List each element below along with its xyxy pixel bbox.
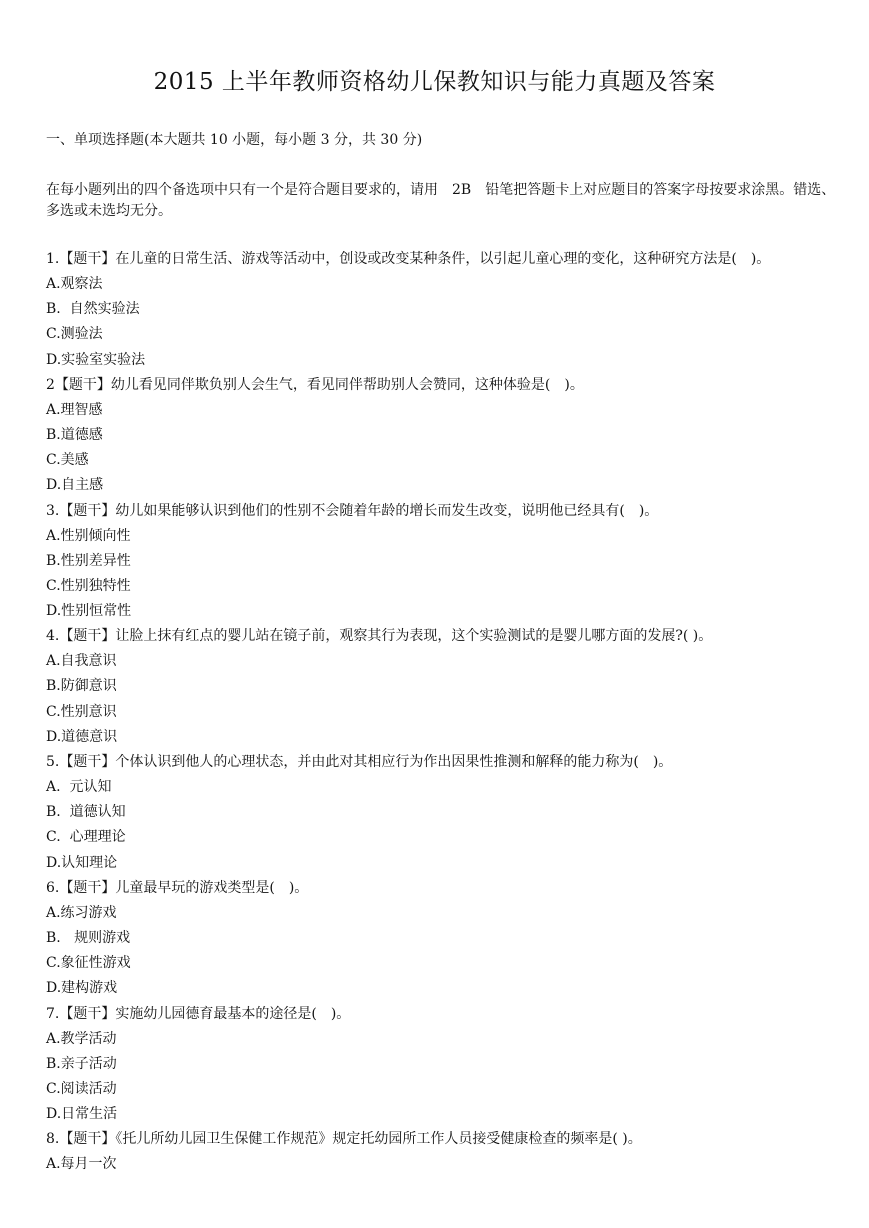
- option-b: B.亲子活动: [46, 1055, 117, 1072]
- question-4: [46, 626, 826, 747]
- option-b: B.道德感: [46, 426, 103, 443]
- option-b: B.防御意识: [46, 678, 117, 695]
- option-d: D.道德意识: [46, 728, 118, 745]
- question-stem: 6.【题干】儿童最早玩的游戏类型是( )。: [46, 879, 309, 896]
- question-stem: 3.【题干】幼儿如果能够认识到他们的性别不会随着年龄的增长而发生改变，说明他已经具有( )。: [46, 502, 659, 519]
- option-c: C. 心理理论: [46, 829, 126, 846]
- instructions-paragraph: 在每小题列出的四个备选项中只有一个是符合题目要求的，请用 2B 铅笔把答题卡上对应题目的答案字母按要求涂黑。错选、多选或未选均无分。: [46, 182, 836, 219]
- question-6: [46, 878, 826, 999]
- option-d: D.性别恒常性: [46, 603, 132, 620]
- option-c: C.测验法: [46, 326, 103, 343]
- question-stem: 8.【题干】《托儿所幼儿园卫生保健工作规范》规定托幼园所工作人员接受健康检查的频率是( )。: [46, 1131, 642, 1148]
- option-c: C.性别意识: [46, 703, 117, 720]
- option-d: D.日常生活: [46, 1106, 118, 1123]
- section-heading: 一、单项选择题(本大题共 10 小题，每小题 3 分，共 30 分): [46, 132, 423, 148]
- option-c: C.美感: [46, 452, 89, 469]
- question-2: [46, 375, 826, 496]
- option-a: A.练习游戏: [46, 904, 117, 921]
- question-stem: 1.【题干】在儿童的日常生活、游戏等活动中，创设或改变某种条件，以引起儿童心理的变化，这种研究方法是( )。: [46, 251, 771, 267]
- option-b: B. 道德认知: [46, 804, 126, 821]
- question-stem: 4.【题干】让脸上抹有红点的婴儿站在镜子前，观察其行为表现，这个实验测试的是婴儿哪方面的发展?( )。: [46, 628, 713, 645]
- option-c: C.象征性游戏: [46, 955, 131, 972]
- question-stem: 7.【题干】实施幼儿园德育最基本的途径是( )。: [46, 1005, 351, 1022]
- option-a: A. 元认知: [46, 779, 112, 795]
- question-8: [46, 1129, 826, 1174]
- option-d: D.建构游戏: [46, 980, 118, 997]
- question-5: [46, 752, 826, 873]
- question-7: [46, 1004, 826, 1125]
- option-d: D.实验室实验法: [46, 351, 146, 368]
- option-a: A.性别倾向性: [46, 527, 131, 544]
- question-1: [46, 249, 826, 370]
- question-stem: 2【题干】幼儿看见同伴欺负别人会生气，看见同伴帮助别人会赞同，这种体验是( )。: [46, 376, 584, 393]
- option-c: C.阅读活动: [46, 1080, 117, 1097]
- option-a: A.观察法: [46, 276, 103, 292]
- document-title: 2015 上半年教师资格幼儿保教知识与能力真题及答案: [153, 69, 716, 95]
- question-list: [46, 249, 826, 1179]
- option-d: D.认知理论: [46, 854, 118, 871]
- option-a: A.教学活动: [46, 1030, 117, 1047]
- question-stem: 5.【题干】个体认识到他人的心理状态，并由此对其相应行为作出因果性推测和解释的能力称为( )。: [46, 754, 673, 770]
- option-d: D.自主感: [46, 477, 104, 494]
- option-a: A.每月一次: [46, 1156, 117, 1173]
- option-b: B.性别差异性: [46, 552, 131, 569]
- question-3: [46, 501, 826, 622]
- option-a: A.理智感: [46, 401, 103, 418]
- option-c: C.性别独特性: [46, 577, 131, 594]
- option-a: A.自我意识: [46, 653, 117, 670]
- option-b: B. 规则游戏: [46, 929, 131, 946]
- option-b: B. 自然实验法: [46, 301, 140, 318]
